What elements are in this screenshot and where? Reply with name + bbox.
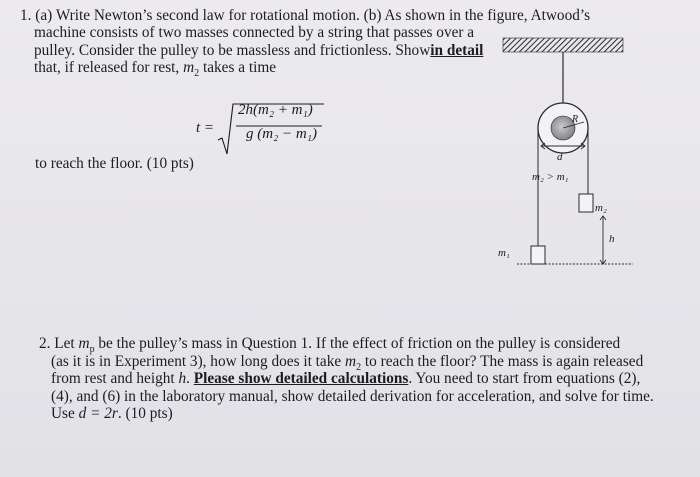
q2-line-5-pre: Use xyxy=(51,405,79,423)
q2-line-3-pre: from rest and height xyxy=(51,370,179,388)
height-label: h xyxy=(609,233,615,245)
q2-line-5-post: . (10 pts) xyxy=(117,405,173,423)
q2-line-3 xyxy=(39,370,679,388)
q2-line-5-math: d = 2r xyxy=(78,405,118,423)
q2-line-2-var: m xyxy=(345,352,357,370)
radius-label: R xyxy=(572,114,579,125)
mass-2-label: m₂ xyxy=(595,202,607,214)
mass-condition: m₂ > m₁ xyxy=(532,171,569,183)
q1-line-2: machine consists of two masses connected by a string that passes over a xyxy=(34,24,475,42)
q2-line-3-mid: . xyxy=(186,370,194,388)
q1-line-4-post: takes a time xyxy=(199,59,277,77)
q2-line-1-pre: 2. Let xyxy=(39,335,79,352)
q2-line-2-sub: 2 xyxy=(356,361,362,373)
q2-line-2-pre: (as it is in Experiment 3), how long does it take xyxy=(51,352,345,370)
q2-line-2 xyxy=(39,353,679,371)
q2-line-5 xyxy=(39,405,679,423)
q2-line-3-post: . You need to start from equations (2), xyxy=(408,370,641,388)
formula-denominator: g (m₂ − m₁) xyxy=(246,126,317,142)
diameter-label: d xyxy=(557,151,563,163)
q2-line-1-sub: p xyxy=(89,344,95,356)
q1-line-4-sub: 2 xyxy=(194,68,200,80)
time-formula xyxy=(196,100,336,160)
q1-line-4-pre: that, if released for rest, xyxy=(34,59,184,77)
formula-numerator: 2h(m₂ + m₁) xyxy=(238,102,313,118)
q1-line-1: 1. (a) Write Newton’s second law for rotational motion. (b) As shown in the figure, Atwood’s xyxy=(20,7,591,24)
ceiling-support xyxy=(503,38,623,52)
q1-line-4-var: m xyxy=(183,59,195,77)
q2-line-3-var: h xyxy=(178,370,187,388)
q2-line-4: (4), and (6) in the laboratory manual, show detailed derivation for acceleration, and solve for time. xyxy=(51,387,654,405)
mass-1-block xyxy=(531,246,545,264)
q1-line-3-text: pulley. Consider the pulley to be massless and frictionless. Show xyxy=(34,41,431,59)
mass-2-block xyxy=(579,194,593,212)
q2-line-2-post: to reach the floor? The mass is again released xyxy=(361,352,644,370)
q1-emphasis: in detail xyxy=(430,41,484,59)
q2-line-1-post: be the pulley’s mass in Question 1. If the effect of friction on the pulley is considered xyxy=(94,335,621,352)
formula-lhs: t = xyxy=(196,120,215,136)
mass-1-label: m₁ xyxy=(498,247,510,259)
q2-emphasis: Please show detailed calculations xyxy=(193,370,409,388)
q2-line-1 xyxy=(39,335,679,356)
q2-line-1-var: m xyxy=(78,335,90,352)
question-2 xyxy=(39,335,679,423)
q1-tail: to reach the floor. (10 pts) xyxy=(35,155,194,172)
atwood-figure xyxy=(495,36,645,276)
